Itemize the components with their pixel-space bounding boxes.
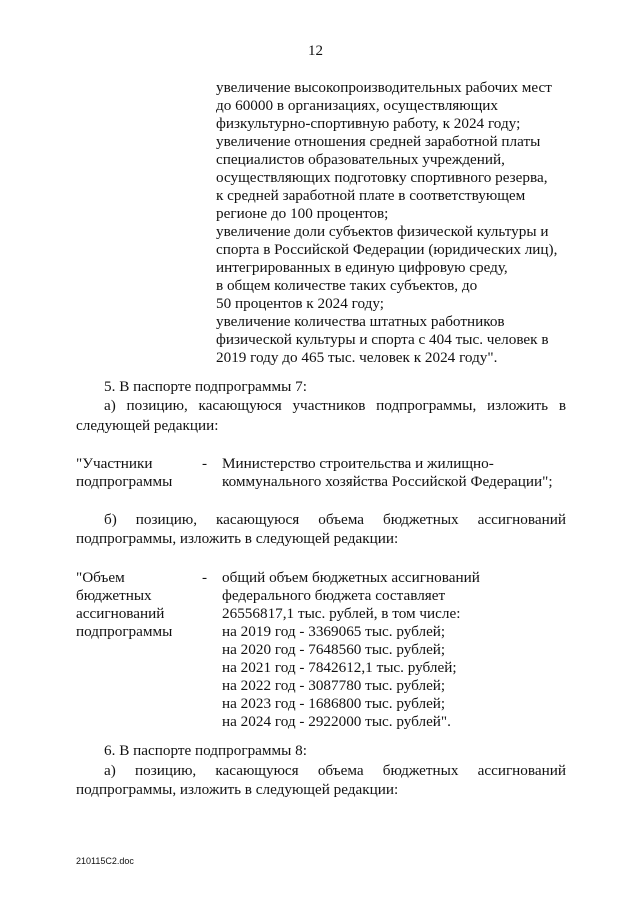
entry-dash: - xyxy=(202,569,208,586)
intro-line: специалистов образовательных учреждений, xyxy=(216,151,505,168)
entry-label: "Объем xyxy=(76,569,125,586)
section-5-heading: 5. В паспорте подпрограммы 7: xyxy=(104,378,307,395)
intro-line: увеличение отношения средней заработной платы xyxy=(216,133,541,150)
intro-line: регионе до 100 процентов; xyxy=(216,205,389,222)
entry-value: на 2020 год - 7648560 тыс. рублей; xyxy=(222,641,446,658)
entry-label: подпрограммы xyxy=(76,473,173,490)
section-5-item-b: б) позицию, касающуюся объема бюджетных ассигнований xyxy=(104,511,566,528)
entry-value: 26556817,1 тыс. рублей, в том числе: xyxy=(222,605,461,622)
entry-value: на 2024 год - 2922000 тыс. рублей". xyxy=(222,713,451,730)
section-6-item-a-cont: подпрограммы, изложить в следующей редакции: xyxy=(76,781,399,798)
entry-value: федерального бюджета составляет xyxy=(222,587,446,604)
entry-label: подпрограммы xyxy=(76,623,173,640)
intro-line: спорта в Российской Федерации (юридических лиц), xyxy=(216,241,558,258)
entry-value: на 2023 год - 1686800 тыс. рублей; xyxy=(222,695,446,712)
intro-line: интегрированных в единую цифровую среду, xyxy=(216,259,508,276)
entry-label: "Участники xyxy=(76,455,153,472)
intro-line: к средней заработной плате в соответствующем xyxy=(216,187,526,204)
entry-value: на 2021 год - 7842612,1 тыс. рублей; xyxy=(222,659,457,676)
section-6-item-a: а) позицию, касающуюся объема бюджетных ассигнований xyxy=(104,762,566,779)
intro-line: в общем количестве таких субъектов, до xyxy=(216,277,478,294)
section-5-item-a: а) позицию, касающуюся участников подпрограммы, изложить в xyxy=(104,397,566,414)
entry-value: на 2022 год - 3087780 тыс. рублей; xyxy=(222,677,446,694)
entry-dash: - xyxy=(202,455,208,472)
page-number: 12 xyxy=(308,43,323,59)
entry-value: на 2019 год - 3369065 тыс. рублей; xyxy=(222,623,446,640)
section-6-heading: 6. В паспорте подпрограммы 8: xyxy=(104,742,307,759)
intro-line: физической культуры и спорта с 404 тыс. человек в xyxy=(216,331,549,348)
section-5-item-b-cont: подпрограммы, изложить в следующей редакции: xyxy=(76,530,399,547)
intro-line: увеличение количества штатных работников xyxy=(216,313,505,330)
entry-label: ассигнований xyxy=(76,605,165,622)
footer-file-code: 210115C2.doc xyxy=(76,856,134,866)
entry-value: коммунального хозяйства Российской Федерации"; xyxy=(222,473,553,490)
entry-value: Министерство строительства и жилищно- xyxy=(222,455,494,472)
entry-label: бюджетных xyxy=(76,587,152,604)
intro-line: 50 процентов к 2024 году; xyxy=(216,295,384,312)
entry-value: общий объем бюджетных ассигнований xyxy=(222,569,480,586)
intro-line: 2019 году до 465 тыс. человек к 2024 году". xyxy=(216,349,498,366)
intro-line: до 60000 в организациях, осуществляющих xyxy=(216,97,499,114)
intro-line: увеличение доли субъектов физической культуры и xyxy=(216,223,549,240)
intro-line: физкультурно-спортивную работу, к 2024 году; xyxy=(216,115,521,132)
intro-line: увеличение высокопроизводительных рабочих мест xyxy=(216,79,552,96)
intro-line: осуществляющих подготовку спортивного резерва, xyxy=(216,169,548,186)
section-5-item-a-cont: следующей редакции: xyxy=(76,417,219,434)
